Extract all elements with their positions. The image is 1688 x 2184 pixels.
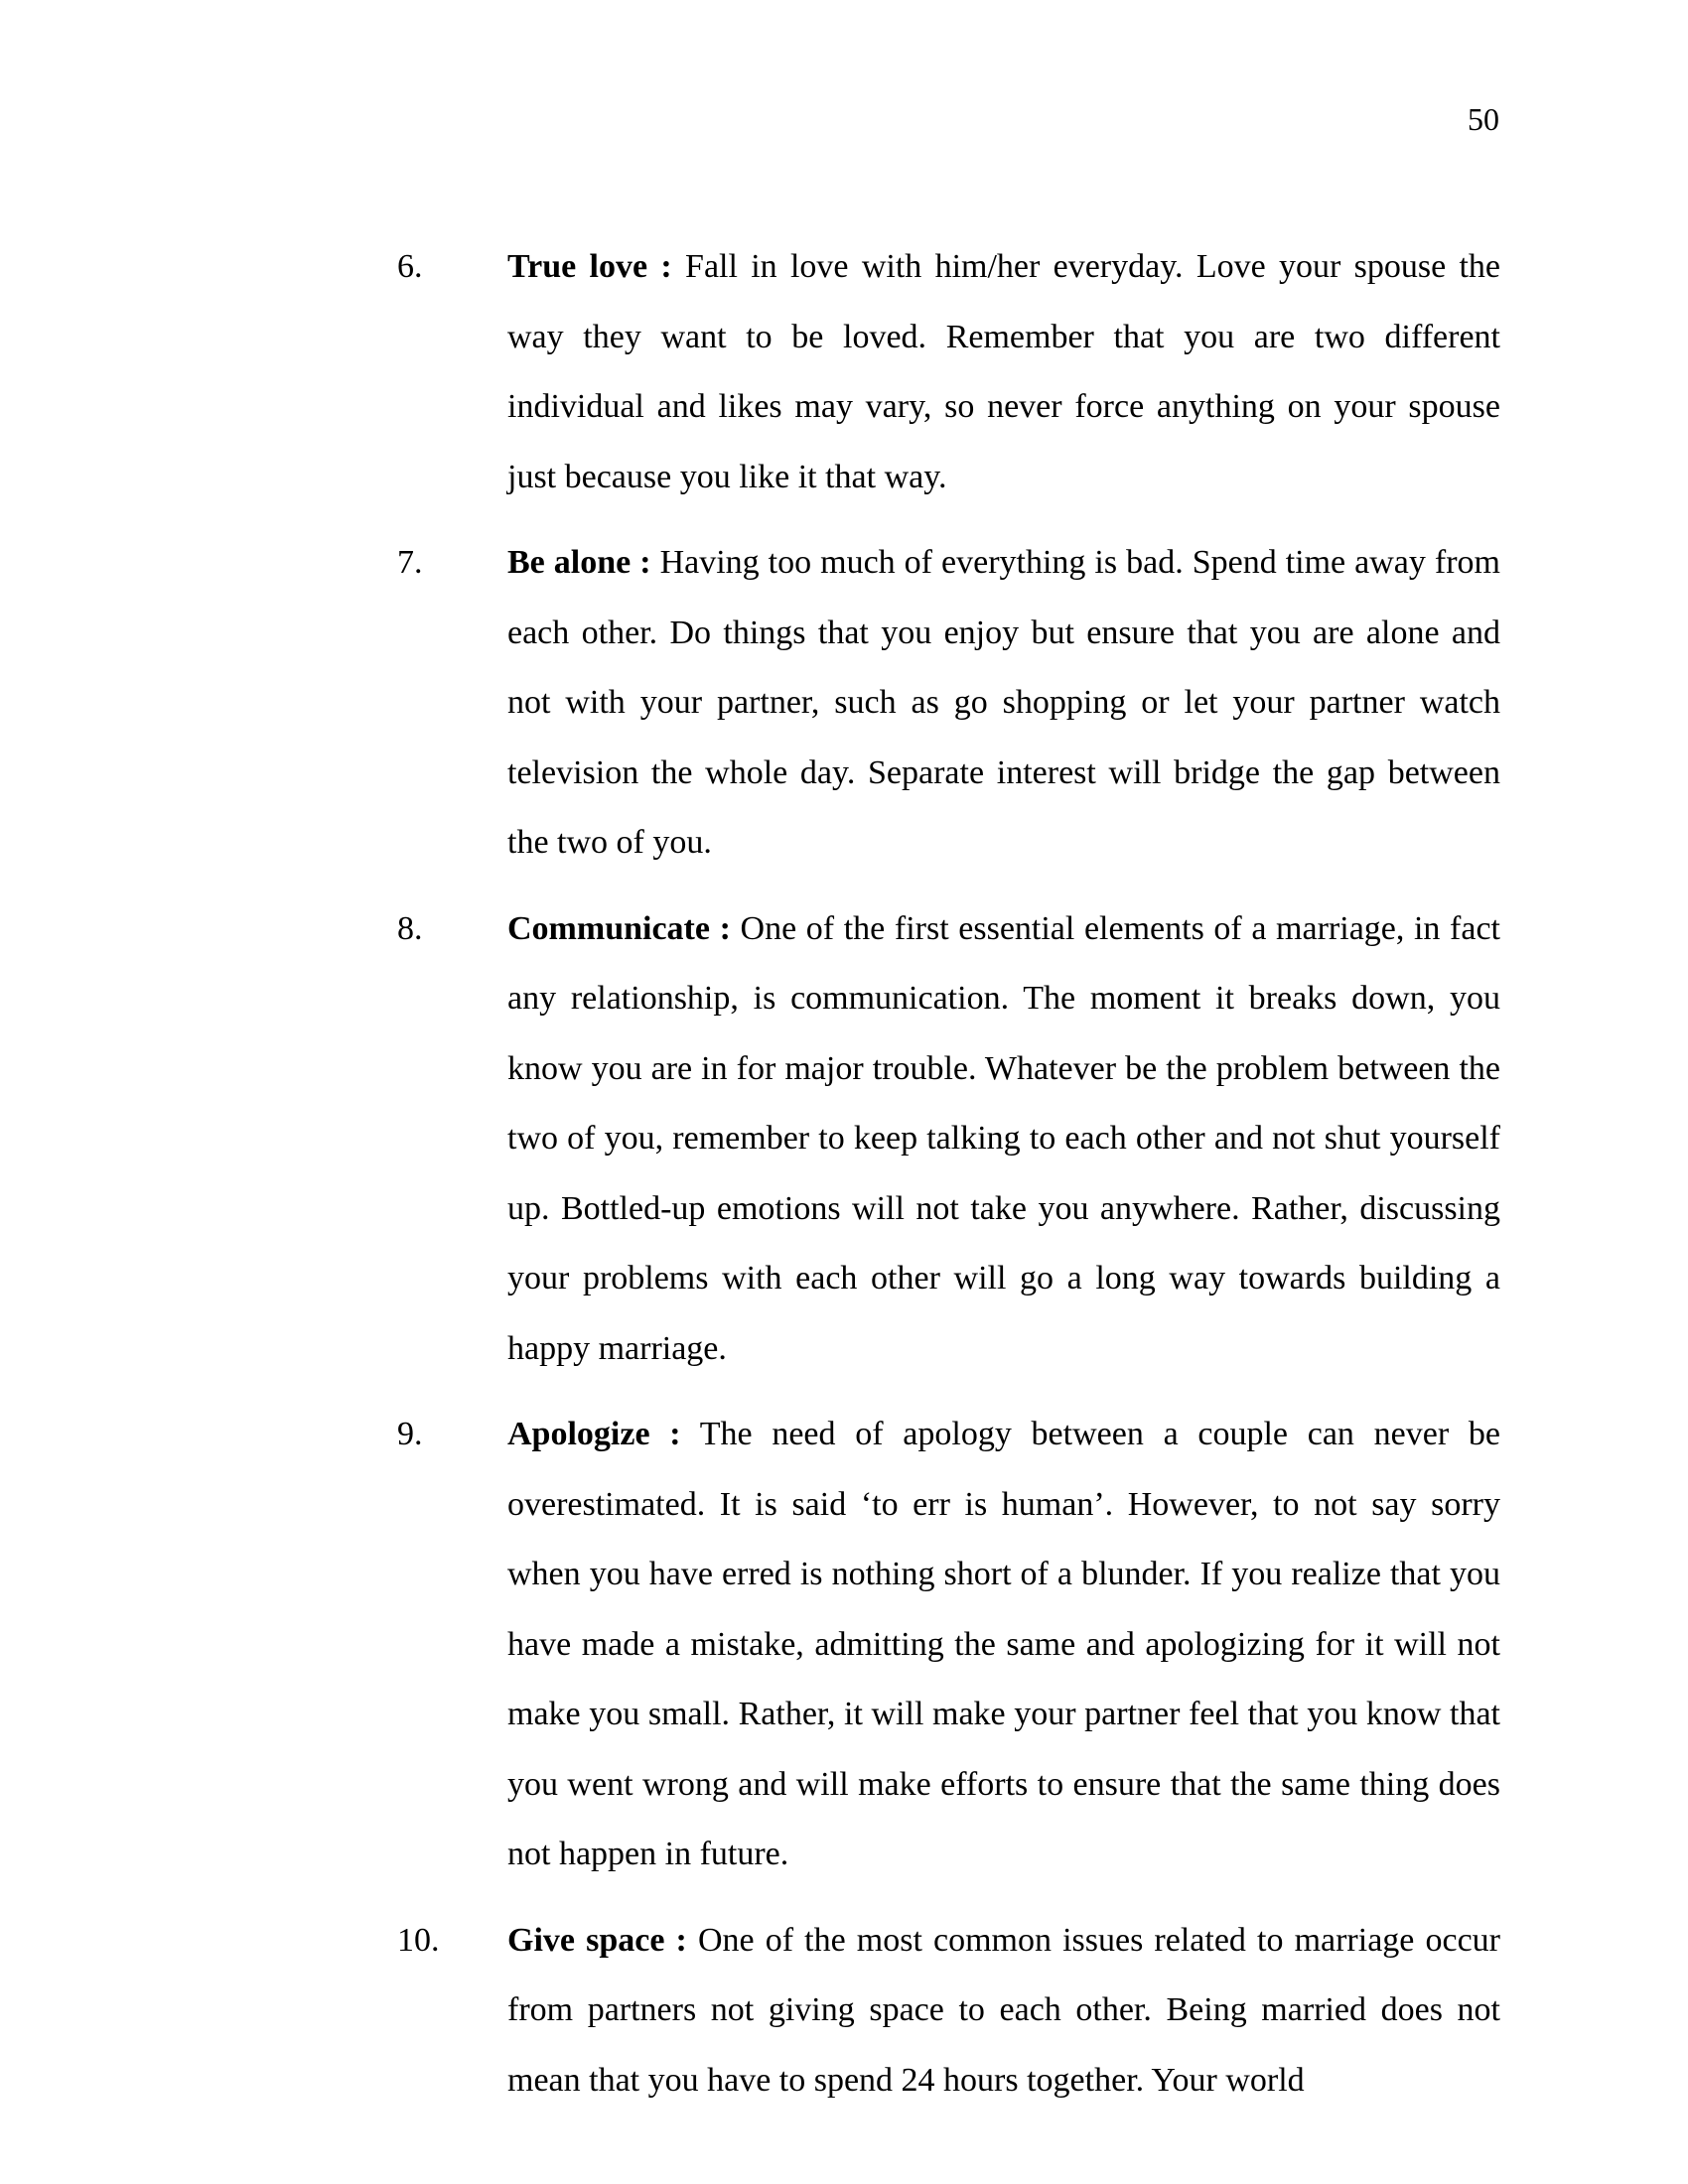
item-heading: Give space : bbox=[507, 1921, 687, 1959]
item-number: 8. bbox=[397, 909, 423, 947]
item-number: 9. bbox=[397, 1416, 423, 1452]
item-body: The need of apology between a couple can never be overestimated. It is said ‘to err is human’. However, to not say sorry when you have erred is nothing short of a blunder. If you realize that you have made a mistake, admitting the same and apologizing for it will not make you small. Rather, it will make your partner feel that you know that you went wrong and will make efforts to ensure that the same thing does not happen in future. bbox=[507, 1416, 1500, 1872]
item-heading: Communicate : bbox=[507, 909, 731, 947]
list-item bbox=[0, 528, 1688, 879]
item-paragraph bbox=[507, 232, 1500, 512]
numbered-list bbox=[0, 232, 1688, 2131]
item-number: 6. bbox=[397, 248, 423, 285]
item-paragraph bbox=[507, 1906, 1500, 2116]
item-body: One of the first essential elements of a marriage, in fact any relationship, is communication. The moment it breaks down, you know you are in for major trouble. Whatever be the problem between the two of you, remember to keep talking to each other and not shut yourself up. Bottled-up emotions will not take you anywhere. Rather, discussing your problems with each other will go a long way towards building a happy marriage. bbox=[507, 909, 1500, 1367]
item-number: 7. bbox=[397, 544, 423, 581]
item-heading: True love : bbox=[507, 248, 672, 285]
item-body: Fall in love with him/her everyday. Love your spouse the way they want to be loved. Remember that you are two different individual and likes may vary, so never force anything on your spouse just because you like it that way. bbox=[507, 248, 1501, 495]
item-body: Having too much of everything is bad. Spend time away from each other. Do things that you enjoy but ensure that you are alone and not with your partner, such as go shopping or let your partner watch television the whole day. Separate interest will bridge the gap between the two of you. bbox=[507, 544, 1500, 861]
list-item bbox=[0, 1400, 1688, 1890]
page-number: 50 bbox=[1468, 101, 1499, 137]
list-item bbox=[0, 1906, 1688, 2116]
item-number: 10. bbox=[397, 1921, 440, 1959]
item-heading: Apologize : bbox=[507, 1416, 681, 1452]
list-item bbox=[0, 894, 1688, 1385]
item-paragraph bbox=[507, 894, 1500, 1385]
item-paragraph bbox=[507, 1400, 1500, 1890]
item-heading: Be alone : bbox=[507, 544, 651, 581]
item-body: One of the most common issues related to marriage occur from partners not giving space to each other. Being married does not mean that you have to spend 24 hours together. Your world bbox=[507, 1921, 1500, 2099]
list-item bbox=[0, 232, 1688, 512]
item-paragraph bbox=[507, 528, 1500, 879]
